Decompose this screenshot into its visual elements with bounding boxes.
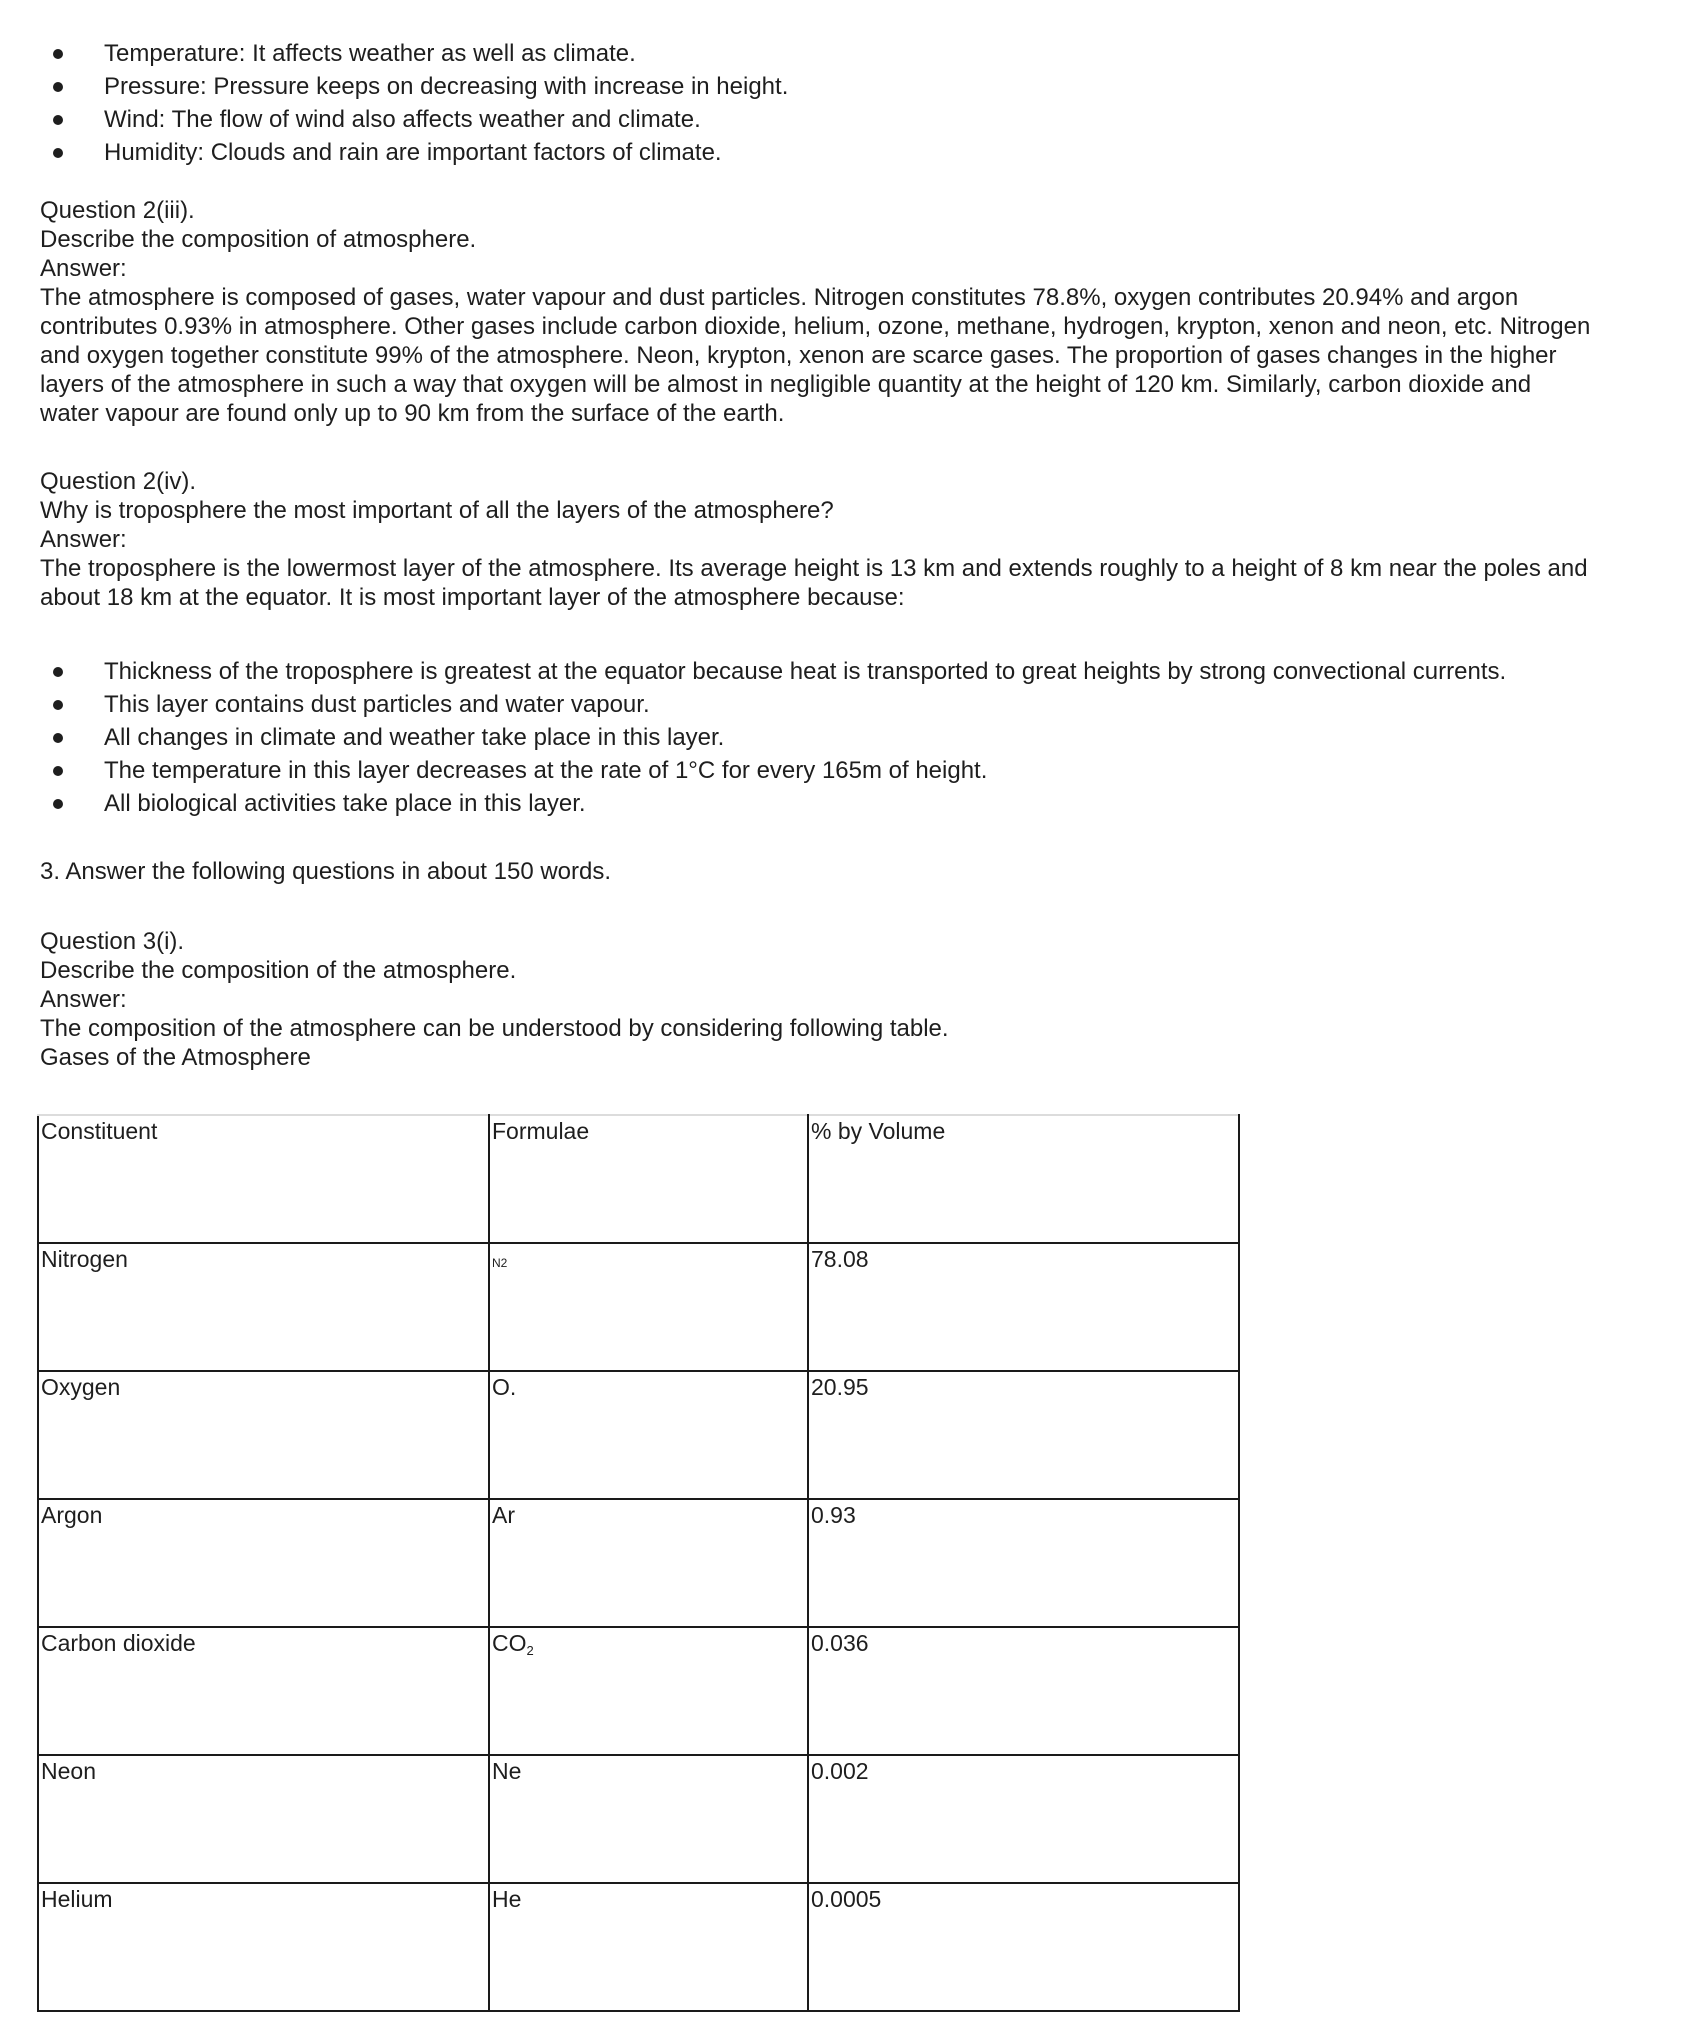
list-item: Wind: The flow of wind also affects weather and climate. xyxy=(0,103,788,136)
cell-volume: 0.93 xyxy=(808,1499,1239,1627)
list-item: Pressure: Pressure keeps on decreasing with increase in height. xyxy=(0,70,788,103)
gases-table xyxy=(37,1114,1240,2012)
list-item: Humidity: Clouds and rain are important factors of climate. xyxy=(0,136,788,169)
answer-text: contributes 0.93% in atmosphere. Other gases include carbon dioxide, helium, ozone, methane, hydrogen, krypton, xenon and neon, etc. Nitrogen xyxy=(40,313,1591,340)
formula-text: Ne xyxy=(492,1758,522,1784)
answer-label: Answer: xyxy=(40,255,127,282)
cell-constituent: Helium xyxy=(38,1883,489,2011)
formula-text: N2 xyxy=(492,1256,508,1270)
table-row xyxy=(38,1243,1239,1371)
cell-volume: 0.002 xyxy=(808,1755,1239,1883)
table-row xyxy=(38,1499,1239,1627)
answer-text: about 18 km at the equator. It is most important layer of the atmosphere because: xyxy=(40,584,905,611)
formula-text: O. xyxy=(492,1374,517,1400)
question-text: Describe the composition of atmosphere. xyxy=(40,226,477,253)
formula-text: He xyxy=(492,1886,522,1912)
list-item: The temperature in this layer decreases at the rate of 1°C for every 165m of height. xyxy=(0,754,1506,787)
list-item: This layer contains dust particles and water vapour. xyxy=(0,688,1506,721)
cell-volume: 0.036 xyxy=(808,1627,1239,1755)
question-2iv xyxy=(40,467,1588,612)
table-row xyxy=(38,1883,1239,2011)
table-row xyxy=(38,1755,1239,1883)
list-item: All biological activities take place in this layer. xyxy=(0,787,1506,820)
question-label: Question 2(iii). xyxy=(40,197,195,224)
formula-text: Ar xyxy=(492,1502,515,1528)
header-volume: % by Volume xyxy=(808,1115,1239,1243)
bullet-icon xyxy=(53,799,63,809)
answer-text: The atmosphere is composed of gases, water vapour and dust particles. Nitrogen constitutes 78.8%, oxygen contributes 20.94% and argon xyxy=(40,284,1519,311)
table-row xyxy=(38,1627,1239,1755)
question-text: Why is troposphere the most important of all the layers of the atmosphere? xyxy=(40,497,834,524)
list-item: All changes in climate and weather take place in this layer. xyxy=(0,721,1506,754)
table-row xyxy=(38,1371,1239,1499)
list-item: Temperature: It affects weather as well as climate. xyxy=(0,37,788,70)
bullet-icon xyxy=(53,766,63,776)
answer-label: Answer: xyxy=(40,526,127,553)
question-text: Describe the composition of the atmosphere. xyxy=(40,957,517,984)
bullet-icon xyxy=(53,115,63,125)
question-3i xyxy=(40,927,949,1072)
cell-constituent: Argon xyxy=(38,1499,489,1627)
bullet-icon xyxy=(53,82,63,92)
formula-text: CO xyxy=(492,1630,527,1656)
question-label: Question 2(iv). xyxy=(40,468,197,495)
header-constituent: Constituent xyxy=(38,1115,489,1243)
cell-constituent: Neon xyxy=(38,1755,489,1883)
cell-formula xyxy=(489,1499,808,1627)
cell-constituent: Oxygen xyxy=(38,1371,489,1499)
table-header-row xyxy=(38,1115,1239,1243)
cell-formula xyxy=(489,1371,808,1499)
climate-factors-list xyxy=(0,37,788,169)
formula-subscript: 2 xyxy=(526,1643,534,1658)
table-title: Gases of the Atmosphere xyxy=(40,1044,311,1071)
header-formulae: Formulae xyxy=(489,1115,808,1243)
cell-volume: 78.08 xyxy=(808,1243,1239,1371)
list-item: Thickness of the troposphere is greatest at the equator because heat is transported to great heights by strong convectional currents. xyxy=(0,655,1506,688)
question-2iii xyxy=(40,196,1590,428)
cell-volume: 20.95 xyxy=(808,1371,1239,1499)
answer-text: and oxygen together constitute 99% of the atmosphere. Neon, krypton, xenon are scarce gases. The proportion of gases changes in the higher xyxy=(40,342,1557,369)
answer-text: water vapour are found only up to 90 km from the surface of the earth. xyxy=(40,400,785,427)
question-label: Question 3(i). xyxy=(40,928,185,955)
cell-volume: 0.0005 xyxy=(808,1883,1239,2011)
cell-formula xyxy=(489,1883,808,2011)
bullet-icon xyxy=(53,733,63,743)
answer-text: The troposphere is the lowermost layer of the atmosphere. Its average height is 13 km and extends roughly to a height of 8 km near the poles and xyxy=(40,555,1588,582)
bullet-icon xyxy=(53,667,63,677)
bullet-icon xyxy=(53,148,63,158)
bullet-icon xyxy=(53,49,63,59)
bullet-icon xyxy=(53,700,63,710)
section-3-heading: 3. Answer the following questions in about 150 words. xyxy=(40,858,612,885)
answer-text: layers of the atmosphere in such a way that oxygen will be almost in negligible quantity at the height of 120 km. Similarly, carbon dioxide and xyxy=(40,371,1532,398)
cell-constituent: Nitrogen xyxy=(38,1243,489,1371)
cell-formula xyxy=(489,1243,808,1371)
cell-formula xyxy=(489,1755,808,1883)
troposphere-reasons-list xyxy=(0,655,1506,820)
cell-formula xyxy=(489,1627,808,1755)
answer-label: Answer: xyxy=(40,986,127,1013)
cell-constituent: Carbon dioxide xyxy=(38,1627,489,1755)
answer-text: The composition of the atmosphere can be understood by considering following table. xyxy=(40,1015,949,1042)
